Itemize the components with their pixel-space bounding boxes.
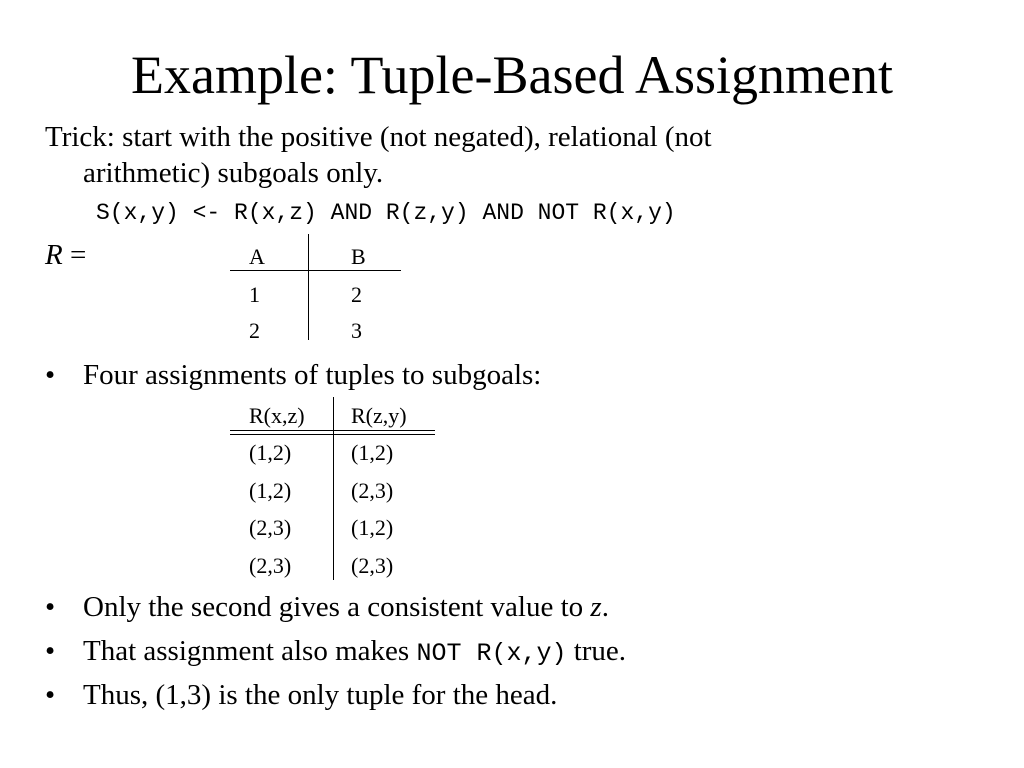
table-cell: (2,3) xyxy=(249,553,292,578)
inline-code: NOT R(x,y) xyxy=(416,639,567,668)
bullet-text: true. xyxy=(566,635,627,667)
table-column-rule xyxy=(333,397,334,580)
table-header-cell: R(z,y) xyxy=(351,403,407,428)
variable-z: z xyxy=(590,591,602,623)
table-cell: (2,3) xyxy=(351,478,394,503)
table-cell: 2 xyxy=(351,282,362,307)
bullet-only-tuple: Thus, (1,3) is the only tuple for the head. xyxy=(83,679,558,711)
table-cell: (2,3) xyxy=(249,515,292,540)
datalog-rule: S(x,y) <- R(x,z) AND R(z,y) AND NOT R(x,y) xyxy=(96,200,676,226)
bullet-marker: • xyxy=(45,679,56,711)
bullet-period: . xyxy=(601,591,609,623)
table-header-cell: R(x,z) xyxy=(249,403,305,428)
slide-title: Example: Tuple-Based Assignment xyxy=(131,45,893,105)
table-cell: (1,2) xyxy=(351,515,394,540)
bullet-marker: • xyxy=(45,635,56,667)
bullet-consistent-value xyxy=(83,589,609,625)
bullet-text: Only the second gives a consistent value to xyxy=(83,591,591,623)
relation-r-equals: = xyxy=(62,239,87,271)
relation-r-label xyxy=(45,237,86,273)
table-cell: (1,2) xyxy=(351,440,394,465)
relation-r-name: R xyxy=(45,239,63,271)
bullet-marker: • xyxy=(45,591,56,623)
table-cell: (2,3) xyxy=(351,553,394,578)
table-cell: 1 xyxy=(249,282,260,307)
table-header-rule xyxy=(230,270,401,271)
trick-line-1: Trick: start with the positive (not negated), relational (not xyxy=(45,121,712,153)
trick-line-2: arithmetic) subgoals only. xyxy=(83,157,384,189)
table-cell: (1,2) xyxy=(249,440,292,465)
table-column-rule xyxy=(308,234,309,340)
table-cell: (1,2) xyxy=(249,478,292,503)
table-cell: 3 xyxy=(351,318,362,343)
table-header-cell: B xyxy=(351,244,366,269)
bullet-not-true xyxy=(83,633,626,672)
table-cell: 2 xyxy=(249,318,260,343)
table-header-cell: A xyxy=(249,244,265,269)
bullet-marker: • xyxy=(45,359,56,391)
bullet-four-assignments: Four assignments of tuples to subgoals: xyxy=(83,359,542,391)
bullet-text: That assignment also makes xyxy=(83,635,417,667)
